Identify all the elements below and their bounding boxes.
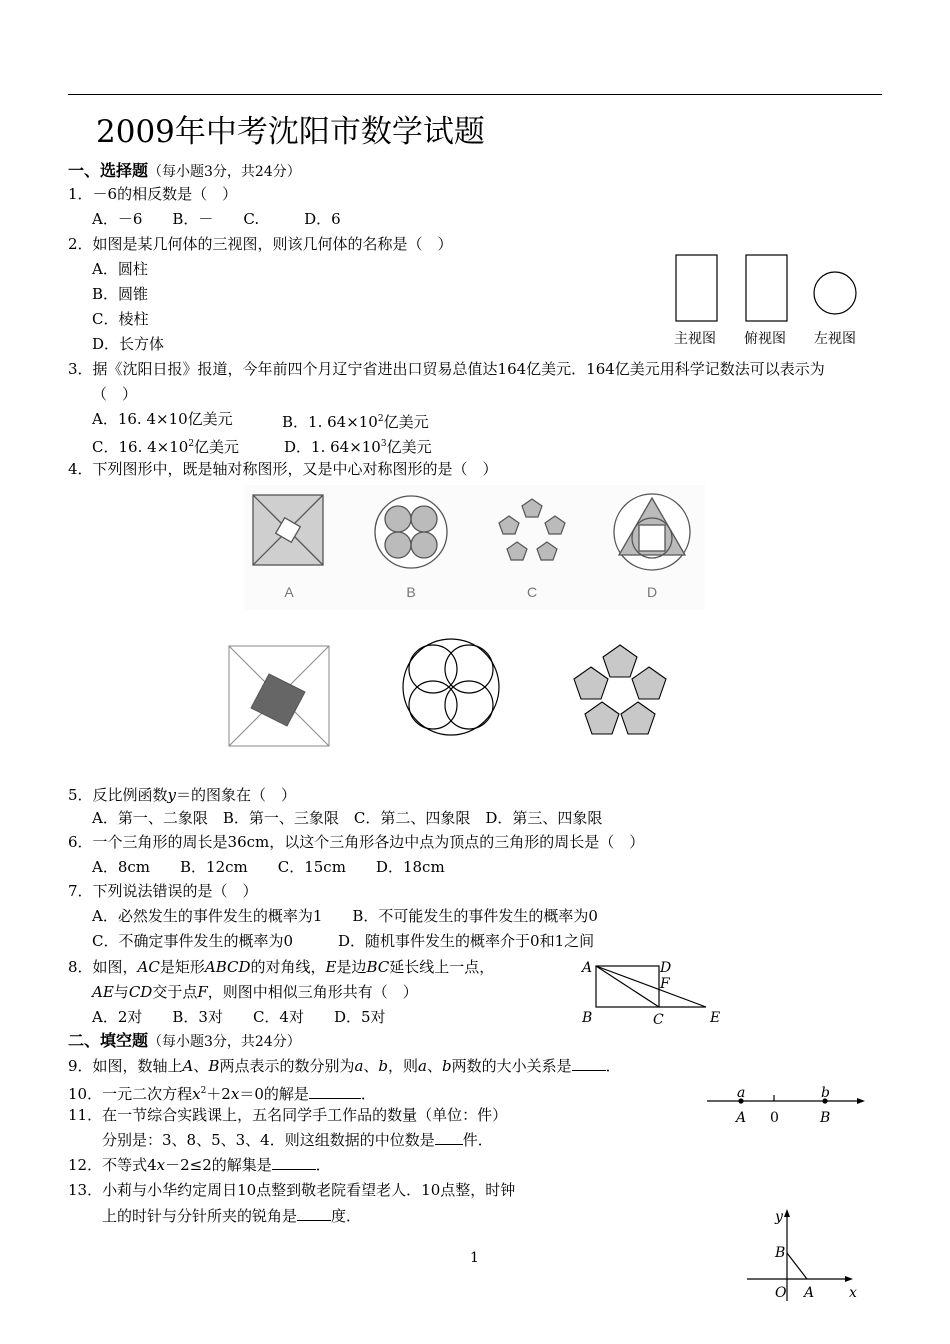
q6-options: A．8cm B．12cm C．15cm D．18cm xyxy=(92,858,445,876)
q2-option-b: B．圆锥 xyxy=(92,285,149,303)
section-1-note: （每小题3分，共24分） xyxy=(148,164,301,180)
q12-answer-blank xyxy=(272,1155,316,1170)
q9-point-a: A xyxy=(736,1110,747,1126)
axes-label-a: A xyxy=(804,1285,815,1301)
q10-stem: 10．一元二次方程$x^2+2x=0$的解是 ． xyxy=(68,1085,376,1103)
q9-answer-blank xyxy=(572,1056,606,1071)
section-1-title: 一、选择题 xyxy=(68,161,149,180)
top-view-rect xyxy=(746,255,787,321)
top-view-label: 俯视图 xyxy=(744,331,786,347)
section-2-note: （每小题3分，共24分） xyxy=(148,1034,301,1050)
q8-label-f: F xyxy=(660,976,670,992)
section-1-heading xyxy=(68,161,301,182)
q8-label-d: D xyxy=(660,960,672,976)
q3-option-a: A．16. 4×10亿美元 xyxy=(92,410,233,428)
q2-option-a: A．圆柱 xyxy=(92,260,148,278)
q3-option-c: C．16. $4\times 10^2$亿美元 xyxy=(92,438,240,456)
side-view-label: 左视图 xyxy=(814,331,856,347)
q2-stem: 2．如图是某几何体的三视图，则该几何体的名称是（ ） xyxy=(68,235,453,253)
redrawn-circles-figure xyxy=(403,639,499,735)
q2-option-d: D．长方体 xyxy=(92,335,165,353)
q13-answer-blank xyxy=(297,1206,331,1221)
q3-stem: 3．据《沈阳日报》报道，今年前四个月辽宁省进出口贸易总值达164亿美元．164亿美元用科学记数法可以表示为 xyxy=(68,360,825,378)
q13-axes-figure xyxy=(745,1205,870,1305)
q11-line2: 分别是：3、8、5、3、4．则这组数据的中位数是 件． xyxy=(102,1131,493,1149)
q12-stem: 12．不等式4x－2≤2的解集是 ． xyxy=(68,1156,331,1174)
axes-label-x: x xyxy=(849,1285,857,1301)
q8-label-c: C xyxy=(653,1012,664,1028)
q9-point-b: B xyxy=(820,1110,831,1126)
q11-line1: 11．在一节综合实践课上，五名同学手工作品的数量（单位：件） xyxy=(68,1106,508,1124)
q4-label-c: C xyxy=(526,584,538,600)
q4-options-figure xyxy=(245,485,705,610)
section-2-title: 二、填空题 xyxy=(68,1031,149,1050)
q8-line2: AE与CD交于点F，则图中相似三角形共有（ ） xyxy=(92,983,418,1001)
axes-label-b: B xyxy=(775,1245,786,1261)
front-view-rect xyxy=(676,255,717,321)
q5-stem: 5．反比例函数y＝的图象在（ ） xyxy=(68,786,297,804)
q9-label-b: b xyxy=(821,1085,830,1101)
q1-stem: 1．－6的相反数是（ ） xyxy=(68,185,238,203)
q7-stem: 7．下列说法错误的是（ ） xyxy=(68,882,258,900)
q7-options-line1: A．必然发生的事件发生的概率为1 B．不可能发生的事件发生的概率为0 xyxy=(92,907,598,925)
q4-label-b: B xyxy=(406,584,416,600)
page-title: 2009年中考沈阳市数学试题 xyxy=(96,114,485,150)
q5-options: A．第一、二象限 B．第一、三象限 C．第二、四象限 D．第三、四象限 xyxy=(92,809,603,827)
q13-line1: 13．小莉与小华约定周日10点整到敬老院看望老人．10点整，时钟 xyxy=(68,1181,516,1199)
q8-label-a: A xyxy=(582,960,593,976)
q8-rectangle-figure xyxy=(578,958,728,1028)
q3-option-d: D．1. $64\times 10^3$亿美元 xyxy=(284,438,432,456)
q8-label-e: E xyxy=(710,1010,721,1026)
q4-figure-d xyxy=(614,494,690,570)
q9-number-line-figure xyxy=(705,1082,870,1127)
q8-label-b: B xyxy=(582,1010,593,1026)
q4-stem: 4．下列图形中，既是轴对称图形，又是中心对称图形的是（ ） xyxy=(68,460,498,478)
header-rule xyxy=(68,94,882,95)
side-view-circle xyxy=(814,272,856,314)
redrawn-square-figure xyxy=(229,646,329,746)
q11-answer-blank xyxy=(435,1130,463,1145)
q4-label-a: A xyxy=(284,584,294,600)
axes-label-o: O xyxy=(775,1285,787,1301)
q8-options: A．2对 B．3对 C．4对 D．5对 xyxy=(92,1008,386,1026)
q13-line2: 上的时针与分针所夹的锐角是 度． xyxy=(102,1207,362,1225)
q10-answer-blank xyxy=(309,1084,361,1099)
q4-figure-b xyxy=(375,496,447,568)
front-view-label: 主视图 xyxy=(674,331,716,347)
q9-label-a: a xyxy=(737,1085,746,1101)
q3-option-b: B．1. $64\times 10^2$亿美元 xyxy=(282,413,429,431)
q9-origin-zero: 0 xyxy=(770,1110,779,1126)
q7-options-line2: C．不确定事件发生的概率为0 D．随机事件发生的概率介于0和1之间 xyxy=(92,932,595,950)
q4-redrawn-figures xyxy=(225,640,675,755)
redrawn-pentagons-figure xyxy=(574,645,666,734)
axes-label-y: y xyxy=(775,1209,783,1225)
q1-options: A．－6 B．－ C. D．6 xyxy=(92,210,341,228)
q3-paren: （ ） xyxy=(92,385,138,403)
q8-line1: 8．如图，AC是矩形ABCD的对角线，E是边BC延长线上一点， xyxy=(68,958,495,976)
q9-stem: 9．如图，数轴上A、B两点表示的数分别为a、b，则a、b两数的大小关系是 ． xyxy=(68,1057,621,1075)
q4-label-d: D xyxy=(646,584,658,600)
q2-option-c: C．棱柱 xyxy=(92,310,149,328)
q6-stem: 6．一个三角形的周长是36cm，以这个三角形各边中点为顶点的三角形的周长是（ ） xyxy=(68,833,645,851)
q4-figure-a xyxy=(253,495,323,565)
section-2-heading xyxy=(68,1031,301,1052)
page-number: 1 xyxy=(470,1250,479,1266)
